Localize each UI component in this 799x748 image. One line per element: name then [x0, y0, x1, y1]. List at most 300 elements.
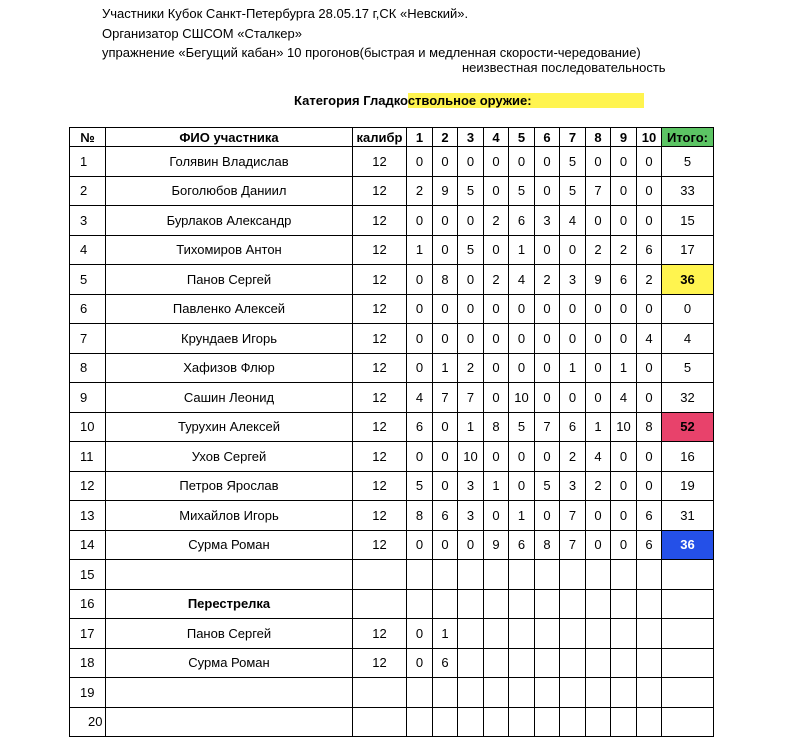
row-number: 18 — [70, 648, 106, 678]
score-cell: 0 — [637, 442, 662, 472]
caliber-cell — [353, 560, 407, 590]
score-cell: 1 — [509, 235, 535, 265]
score-cell — [611, 589, 637, 619]
score-cell: 3 — [560, 471, 586, 501]
score-cell: 0 — [509, 324, 535, 354]
score-cell: 0 — [433, 471, 458, 501]
score-cell: 0 — [407, 530, 433, 560]
participant-name: Панов Сергей — [106, 619, 353, 649]
score-cell — [637, 560, 662, 590]
score-cell: 0 — [458, 530, 484, 560]
column-header: 4 — [484, 128, 509, 147]
score-cell: 10 — [611, 412, 637, 442]
score-cell — [484, 619, 509, 649]
score-cell: 8 — [484, 412, 509, 442]
score-cell — [407, 589, 433, 619]
score-cell: 2 — [484, 206, 509, 236]
column-header: 3 — [458, 128, 484, 147]
caliber-cell: 12 — [353, 147, 407, 177]
score-cell: 10 — [509, 383, 535, 413]
total-cell — [662, 619, 714, 649]
table-row — [70, 235, 714, 265]
score-cell — [458, 619, 484, 649]
participant-name: Сурма Роман — [106, 648, 353, 678]
column-header: 7 — [560, 128, 586, 147]
participant-name: Боголюбов Даниил — [106, 176, 353, 206]
score-cell — [611, 619, 637, 649]
score-cell: 6 — [637, 501, 662, 531]
score-cell: 5 — [560, 147, 586, 177]
score-cell: 0 — [586, 353, 611, 383]
score-cell: 0 — [484, 235, 509, 265]
column-header: ФИО участника — [106, 128, 353, 147]
participant-name: Крундаев Игорь — [106, 324, 353, 354]
score-cell: 0 — [637, 176, 662, 206]
category-title — [294, 93, 644, 108]
score-cell: 6 — [509, 206, 535, 236]
category-title-part1: Категория Гладко — [294, 93, 408, 108]
score-cell: 2 — [484, 265, 509, 295]
score-cell: 0 — [407, 648, 433, 678]
score-cell: 0 — [458, 147, 484, 177]
score-cell: 5 — [509, 176, 535, 206]
row-number: 10 — [70, 412, 106, 442]
table-body — [70, 147, 714, 737]
score-cell: 0 — [535, 294, 560, 324]
score-cell: 6 — [433, 501, 458, 531]
score-cell: 0 — [433, 442, 458, 472]
score-cell: 0 — [407, 265, 433, 295]
table-row — [70, 265, 714, 295]
participant-name: Петров Ярослав — [106, 471, 353, 501]
score-cell — [509, 678, 535, 708]
participant-name: Панов Сергей — [106, 265, 353, 295]
score-cell: 6 — [433, 648, 458, 678]
row-number: 15 — [70, 560, 106, 590]
score-cell — [407, 678, 433, 708]
score-cell: 7 — [560, 530, 586, 560]
table-row — [70, 707, 714, 737]
score-cell: 7 — [433, 383, 458, 413]
score-cell — [509, 648, 535, 678]
caliber-cell — [353, 678, 407, 708]
score-cell: 4 — [560, 206, 586, 236]
score-cell: 5 — [535, 471, 560, 501]
score-cell: 5 — [407, 471, 433, 501]
score-cell: 0 — [407, 619, 433, 649]
score-cell — [560, 707, 586, 737]
score-cell: 0 — [611, 530, 637, 560]
total-cell: 36 — [662, 265, 714, 295]
score-cell — [484, 560, 509, 590]
score-cell: 0 — [484, 294, 509, 324]
column-header: 10 — [637, 128, 662, 147]
score-cell: 1 — [560, 353, 586, 383]
participant-name: Тихомиров Антон — [106, 235, 353, 265]
score-cell: 5 — [509, 412, 535, 442]
total-cell: 17 — [662, 235, 714, 265]
participant-name: Сурма Роман — [106, 530, 353, 560]
score-cell: 0 — [484, 442, 509, 472]
column-header: Итого: — [662, 128, 714, 147]
score-cell — [509, 589, 535, 619]
score-cell: 0 — [535, 383, 560, 413]
score-cell: 0 — [484, 324, 509, 354]
score-cell: 0 — [509, 353, 535, 383]
score-cell: 0 — [586, 324, 611, 354]
score-cell: 0 — [407, 442, 433, 472]
score-cell: 6 — [611, 265, 637, 295]
caliber-cell — [353, 589, 407, 619]
header-line-event: Участники Кубок Санкт-Петербурга 28.05.17 г,СК «Невский». — [102, 6, 469, 21]
score-cell: 0 — [535, 176, 560, 206]
score-cell: 0 — [560, 324, 586, 354]
score-cell: 0 — [535, 442, 560, 472]
score-cell: 0 — [509, 147, 535, 177]
row-number: 7 — [70, 324, 106, 354]
total-cell: 31 — [662, 501, 714, 531]
score-cell — [637, 678, 662, 708]
score-cell: 6 — [560, 412, 586, 442]
score-cell: 0 — [586, 147, 611, 177]
score-cell: 0 — [535, 501, 560, 531]
score-cell: 6 — [509, 530, 535, 560]
score-cell — [535, 678, 560, 708]
total-cell — [662, 560, 714, 590]
score-cell — [509, 707, 535, 737]
score-cell — [484, 678, 509, 708]
score-cell: 0 — [535, 324, 560, 354]
table-row — [70, 589, 714, 619]
score-cell — [560, 678, 586, 708]
score-cell: 0 — [586, 294, 611, 324]
total-cell — [662, 678, 714, 708]
header-line-organizer: Организатор СШСОМ «Сталкер» — [102, 26, 302, 41]
table-row — [70, 294, 714, 324]
score-cell: 0 — [637, 383, 662, 413]
score-cell: 0 — [484, 383, 509, 413]
total-cell — [662, 707, 714, 737]
column-header: калибр — [353, 128, 407, 147]
caliber-cell: 12 — [353, 265, 407, 295]
score-cell: 0 — [637, 353, 662, 383]
score-cell: 0 — [433, 412, 458, 442]
participant-name: Михайлов Игорь — [106, 501, 353, 531]
score-cell: 7 — [458, 383, 484, 413]
score-cell: 2 — [611, 235, 637, 265]
total-cell: 33 — [662, 176, 714, 206]
score-cell: 9 — [586, 265, 611, 295]
score-cell — [433, 707, 458, 737]
score-cell: 6 — [637, 530, 662, 560]
row-number: 5 — [70, 265, 106, 295]
participant-name: Сашин Леонид — [106, 383, 353, 413]
score-cell: 0 — [560, 383, 586, 413]
table-row — [70, 648, 714, 678]
table-row — [70, 530, 714, 560]
total-cell: 0 — [662, 294, 714, 324]
table-row — [70, 471, 714, 501]
column-header: 8 — [586, 128, 611, 147]
table-row — [70, 353, 714, 383]
caliber-cell: 12 — [353, 442, 407, 472]
caliber-cell: 12 — [353, 471, 407, 501]
table-row — [70, 619, 714, 649]
caliber-cell — [353, 707, 407, 737]
score-cell — [458, 589, 484, 619]
participant-name: Бурлаков Александр — [106, 206, 353, 236]
score-cell: 0 — [433, 324, 458, 354]
score-cell: 0 — [407, 147, 433, 177]
score-cell: 0 — [586, 530, 611, 560]
score-cell — [586, 619, 611, 649]
score-cell: 2 — [407, 176, 433, 206]
score-cell — [560, 589, 586, 619]
row-number: 4 — [70, 235, 106, 265]
score-cell — [458, 560, 484, 590]
score-cell — [637, 589, 662, 619]
score-cell — [560, 560, 586, 590]
caliber-cell: 12 — [353, 383, 407, 413]
table-row — [70, 501, 714, 531]
table-header-row — [70, 128, 714, 147]
score-cell: 0 — [637, 206, 662, 236]
score-cell: 0 — [407, 206, 433, 236]
score-cell: 0 — [407, 353, 433, 383]
score-cell — [611, 560, 637, 590]
score-cell: 7 — [586, 176, 611, 206]
table-row — [70, 442, 714, 472]
score-cell — [433, 589, 458, 619]
score-cell: 0 — [586, 501, 611, 531]
caliber-cell: 12 — [353, 206, 407, 236]
caliber-cell: 12 — [353, 294, 407, 324]
row-number: 16 — [70, 589, 106, 619]
score-cell: 8 — [433, 265, 458, 295]
participant-name: Турухин Алексей — [106, 412, 353, 442]
score-cell — [637, 648, 662, 678]
column-header: 2 — [433, 128, 458, 147]
score-cell: 1 — [484, 471, 509, 501]
score-cell — [586, 678, 611, 708]
row-number: 2 — [70, 176, 106, 206]
score-cell: 0 — [611, 471, 637, 501]
score-cell: 5 — [458, 176, 484, 206]
score-cell: 8 — [637, 412, 662, 442]
score-cell: 6 — [407, 412, 433, 442]
score-cell: 4 — [586, 442, 611, 472]
score-cell: 0 — [637, 471, 662, 501]
score-cell: 8 — [407, 501, 433, 531]
participant-name — [106, 678, 353, 708]
table-row — [70, 560, 714, 590]
score-cell: 7 — [560, 501, 586, 531]
score-cell — [535, 648, 560, 678]
score-cell: 0 — [535, 147, 560, 177]
score-cell: 0 — [458, 294, 484, 324]
caliber-cell: 12 — [353, 176, 407, 206]
score-cell: 0 — [535, 235, 560, 265]
total-cell: 4 — [662, 324, 714, 354]
column-header: № — [70, 128, 106, 147]
score-cell — [458, 648, 484, 678]
score-cell: 3 — [535, 206, 560, 236]
score-cell: 0 — [586, 383, 611, 413]
score-cell: 0 — [611, 294, 637, 324]
column-header: 9 — [611, 128, 637, 147]
score-cell: 2 — [586, 235, 611, 265]
score-cell: 0 — [637, 147, 662, 177]
score-cell: 2 — [535, 265, 560, 295]
row-number: 11 — [70, 442, 106, 472]
caliber-cell: 12 — [353, 353, 407, 383]
participant-name: Павленко Алексей — [106, 294, 353, 324]
score-cell: 1 — [433, 619, 458, 649]
score-cell: 6 — [637, 235, 662, 265]
participant-name — [106, 560, 353, 590]
score-cell: 8 — [535, 530, 560, 560]
score-cell: 0 — [458, 324, 484, 354]
score-cell: 1 — [509, 501, 535, 531]
score-cell — [586, 589, 611, 619]
participant-name: Голявин Владислав — [106, 147, 353, 177]
score-cell — [611, 678, 637, 708]
score-cell: 0 — [433, 147, 458, 177]
score-cell: 0 — [484, 353, 509, 383]
score-cell: 0 — [433, 235, 458, 265]
score-cell — [433, 678, 458, 708]
score-cell — [509, 560, 535, 590]
table-row — [70, 412, 714, 442]
score-cell: 0 — [509, 442, 535, 472]
row-number: 17 — [70, 619, 106, 649]
score-cell: 1 — [407, 235, 433, 265]
score-cell: 1 — [433, 353, 458, 383]
total-cell: 15 — [662, 206, 714, 236]
total-cell: 32 — [662, 383, 714, 413]
row-number: 13 — [70, 501, 106, 531]
score-cell: 0 — [407, 324, 433, 354]
row-number: 14 — [70, 530, 106, 560]
score-cell: 0 — [560, 235, 586, 265]
category-title-part2-highlighted: ствольное оружие: — [408, 93, 644, 108]
column-header: 5 — [509, 128, 535, 147]
score-cell: 0 — [611, 501, 637, 531]
total-cell: 36 — [662, 530, 714, 560]
score-cell: 2 — [586, 471, 611, 501]
total-cell: 5 — [662, 353, 714, 383]
score-cell: 9 — [484, 530, 509, 560]
score-cell: 0 — [586, 206, 611, 236]
caliber-cell: 12 — [353, 619, 407, 649]
header-line-exercise: упражнение «Бегущий кабан» 10 прогонов(быстрая и медленная скорости-чередование) — [102, 45, 641, 60]
score-cell: 9 — [433, 176, 458, 206]
total-cell: 19 — [662, 471, 714, 501]
score-cell: 0 — [433, 206, 458, 236]
table-row — [70, 324, 714, 354]
score-cell — [535, 560, 560, 590]
table-row — [70, 678, 714, 708]
score-cell: 0 — [611, 442, 637, 472]
score-cell — [509, 619, 535, 649]
score-cell: 0 — [611, 176, 637, 206]
score-cell — [535, 619, 560, 649]
score-cell — [611, 707, 637, 737]
score-cell: 0 — [407, 294, 433, 324]
score-cell: 0 — [458, 265, 484, 295]
score-cell — [560, 619, 586, 649]
score-cell — [407, 707, 433, 737]
row-number: 6 — [70, 294, 106, 324]
participant-name: Ухов Сергей — [106, 442, 353, 472]
row-number: 12 — [70, 471, 106, 501]
score-cell: 5 — [560, 176, 586, 206]
participant-name: Хафизов Флюр — [106, 353, 353, 383]
score-cell: 0 — [611, 147, 637, 177]
score-cell: 1 — [611, 353, 637, 383]
score-cell: 0 — [484, 501, 509, 531]
total-cell — [662, 589, 714, 619]
caliber-cell: 12 — [353, 648, 407, 678]
score-cell — [458, 678, 484, 708]
score-cell: 4 — [407, 383, 433, 413]
caliber-cell: 12 — [353, 324, 407, 354]
score-cell — [586, 648, 611, 678]
score-cell — [535, 707, 560, 737]
participant-name — [106, 707, 353, 737]
score-cell: 0 — [637, 294, 662, 324]
row-number: 9 — [70, 383, 106, 413]
score-cell: 0 — [611, 206, 637, 236]
score-cell: 1 — [458, 412, 484, 442]
score-cell: 1 — [586, 412, 611, 442]
table-row — [70, 147, 714, 177]
column-header: 1 — [407, 128, 433, 147]
score-cell — [586, 707, 611, 737]
score-cell: 4 — [611, 383, 637, 413]
score-cell: 0 — [433, 530, 458, 560]
total-cell: 5 — [662, 147, 714, 177]
score-cell: 0 — [509, 294, 535, 324]
caliber-cell: 12 — [353, 530, 407, 560]
score-cell — [560, 648, 586, 678]
score-cell: 0 — [458, 206, 484, 236]
score-cell: 4 — [509, 265, 535, 295]
score-cell — [484, 589, 509, 619]
score-cell: 2 — [458, 353, 484, 383]
score-cell: 2 — [637, 265, 662, 295]
score-cell — [637, 619, 662, 649]
header-line-sequence: неизвестная последовательность — [462, 60, 666, 75]
column-header: 6 — [535, 128, 560, 147]
row-number: 1 — [70, 147, 106, 177]
score-cell: 3 — [560, 265, 586, 295]
score-cell: 3 — [458, 501, 484, 531]
total-cell: 16 — [662, 442, 714, 472]
total-cell: 52 — [662, 412, 714, 442]
score-cell: 0 — [484, 147, 509, 177]
score-cell — [407, 560, 433, 590]
score-cell: 0 — [611, 324, 637, 354]
score-cell — [484, 648, 509, 678]
caliber-cell: 12 — [353, 501, 407, 531]
table-row — [70, 383, 714, 413]
score-cell — [484, 707, 509, 737]
score-cell — [535, 589, 560, 619]
total-cell — [662, 648, 714, 678]
score-cell: 5 — [458, 235, 484, 265]
score-cell: 10 — [458, 442, 484, 472]
